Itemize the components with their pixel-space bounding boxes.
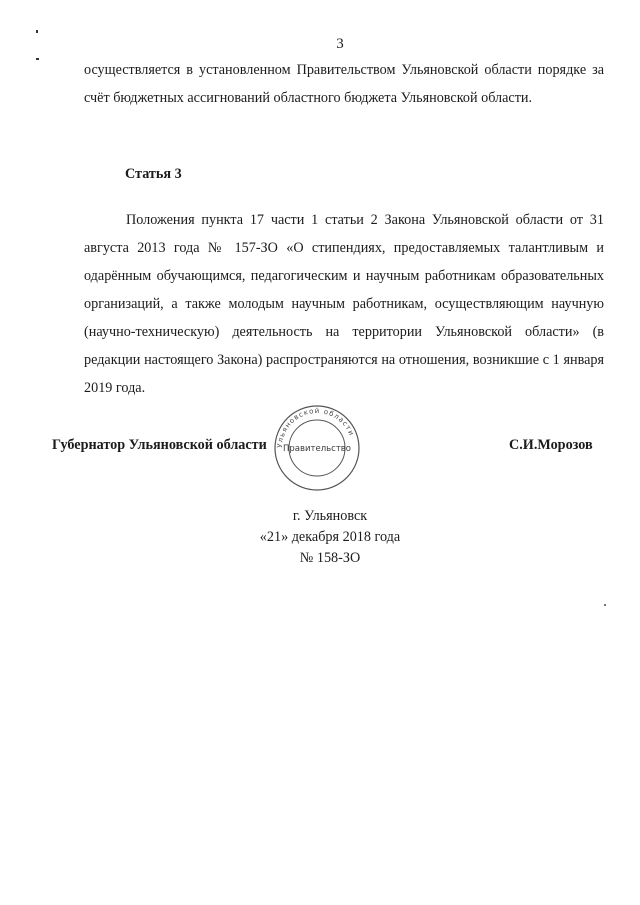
page-number: 3 <box>336 36 344 52</box>
issue-date: «21» декабря 2018 года <box>259 529 401 545</box>
seal-center-text: Правительство <box>283 444 351 454</box>
seal-ring-text: Ульяновской области <box>275 406 356 449</box>
scan-mark <box>604 604 606 606</box>
signatory-name: С.И.Морозов <box>509 437 593 453</box>
issue-details <box>220 506 440 569</box>
article-3-text: Положения пункта 17 части 1 статьи 2 Закона Ульяновской области от 31 августа 2013 года № 157-ЗО «О стипендиях, предоставляемых талантливым и одарённым обучающимся, педагогическим и научным работникам образовательных организаций, а также молодым научным работникам, осуществляющим научную (научно-техническую) деятельность на территории Ульяновской области» (в редакции настоящего Закона) распространяются на отношения, возникшие с 1 января 2019 года. <box>84 212 604 396</box>
article-heading: Статья 3 <box>125 166 182 182</box>
signatory-title: Губернатор Ульяновской области <box>52 437 267 453</box>
law-number: № 158-ЗО <box>299 550 361 566</box>
paragraph-continuation: осуществляется в установленном Правительством Ульяновской области порядке за счёт бюджетных ассигнований областного бюджета Ульяновской области. <box>84 62 604 106</box>
svg-text:Ульяновской области <box>276 407 356 448</box>
scan-mark <box>36 58 39 60</box>
issue-city: г. Ульяновск <box>292 508 368 524</box>
scan-mark <box>36 30 38 33</box>
official-seal <box>262 404 372 492</box>
